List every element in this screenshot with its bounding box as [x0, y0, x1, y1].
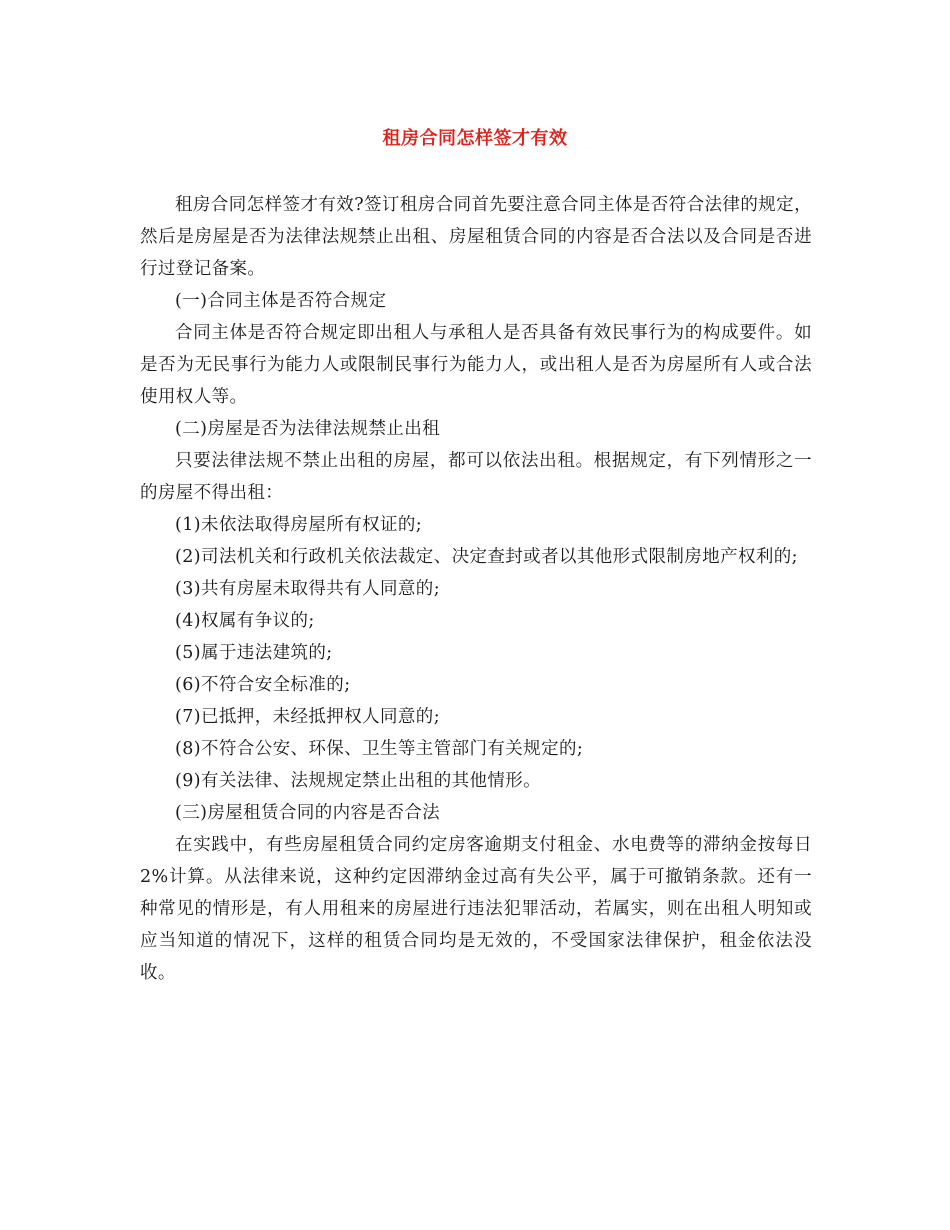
- list-item: (1)未依法取得房屋所有权证的;: [175, 515, 423, 535]
- section-heading-3: (三)房屋租赁合同的内容是否合法: [175, 803, 441, 823]
- list-item: (5)属于违法建筑的;: [175, 643, 333, 663]
- document-title: 租房合同怎样签才有效: [382, 128, 568, 149]
- section-1-paragraph: 合同主体是否符合规定即出租人与承租人是否具备有效民事行为的构成要件。如是否为无民事行为能力人或限制民事行为能力人，或出租人是否为房屋所有人或合法使用权人等。: [140, 323, 812, 407]
- list-item: (8)不符合公安、环保、卫生等主管部门有关规定的;: [175, 739, 584, 759]
- document-body: [140, 189, 812, 989]
- list-item: (2)司法机关和行政机关依法裁定、决定查封或者以其他形式限制房地产权利的;: [175, 547, 798, 567]
- intro-paragraph: 租房合同怎样签才有效?签订租房合同首先要注意合同主体是否符合法律的规定，然后是房屋是否为法律法规禁止出租、房屋租赁合同的内容是否合法以及合同是否进行过登记备案。: [140, 195, 812, 279]
- list-item: (3)共有房屋未取得共有人同意的;: [175, 579, 440, 599]
- section-heading-2: (二)房屋是否为法律法规禁止出租: [175, 419, 441, 439]
- list-item: (4)权属有争议的;: [175, 611, 315, 631]
- section-heading-1: (一)合同主体是否符合规定: [175, 291, 387, 311]
- list-item: (7)已抵押，未经抵押权人同意的;: [175, 707, 440, 727]
- section-2-paragraph: 只要法律法规不禁止出租的房屋，都可以依法出租。根据规定，有下列情形之一的房屋不得出租：: [140, 451, 812, 503]
- list-item: (6)不符合安全标准的;: [175, 675, 351, 695]
- section-3-paragraph: 在实践中，有些房屋租赁合同约定房客逾期支付租金、水电费等的滞纳金按每日2%计算。从法律来说，这种约定因滞纳金过高有失公平，属于可撤销条款。还有一种常见的情形是，有人用租来的房屋进行违法犯罪活动，若属实，则在出租人明知或应当知道的情况下，这样的租赁合同均是无效的，不受国家法律保护，租金依法没收。: [140, 835, 812, 983]
- list-item: (9)有关法律、法规规定禁止出租的其他情形。: [175, 771, 542, 791]
